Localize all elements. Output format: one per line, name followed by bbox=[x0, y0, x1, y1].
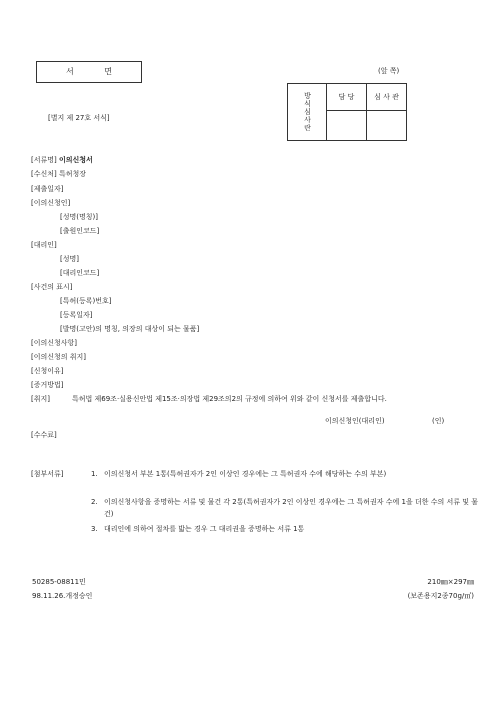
attachment-3-num: 3. bbox=[91, 525, 98, 533]
field-recipient-label: [수신처] bbox=[31, 170, 57, 178]
attachment-2-text: 이의신청사항을 증명하는 서류 및 물건 각 2통(특허권자가 2인 이상인 경우에는 그 특허권자 수에 1을 더한 수의 서류 및 물건) bbox=[104, 498, 478, 518]
field-case: [사건의 표시] bbox=[31, 283, 73, 291]
footer-size: 210㎜×297㎜ bbox=[427, 578, 474, 586]
form-title: 서 면 bbox=[66, 67, 126, 76]
field-reason: [신청이유] bbox=[31, 367, 64, 375]
field-agent-code: [대리인코드] bbox=[60, 269, 100, 277]
field-objector: [이의신청인] bbox=[31, 199, 71, 207]
attachment-2-num: 2. bbox=[91, 498, 98, 506]
page-side-note: (앞 쪽) bbox=[378, 67, 400, 75]
attachments-label: [첨부서류] bbox=[31, 470, 64, 478]
form-number-label: [별지 제 27호 서식] bbox=[48, 114, 110, 122]
field-case-reg-date: [등록일자] bbox=[60, 311, 93, 319]
attachment-3-text: 대리인에 의하여 절차를 밟는 경우 그 대리권을 증명하는 서류 1통 bbox=[104, 525, 305, 533]
field-case-invention: [발명(고안)의 명칭, 의장의 대상이 되는 물품] bbox=[60, 325, 200, 333]
field-recipient-value: 특허청장 bbox=[58, 170, 87, 178]
attachment-1-num: 1. bbox=[91, 470, 98, 478]
field-objection-purpose: [이의신청의 취지] bbox=[31, 353, 87, 361]
field-doc-name-label: [서류명] bbox=[31, 156, 57, 164]
field-submit-date: [제출일자] bbox=[31, 185, 64, 193]
approval-staff-sign-cell bbox=[327, 111, 367, 141]
field-evidence: [증거방법] bbox=[31, 381, 64, 389]
field-fee: [수수료] bbox=[31, 431, 57, 439]
approval-stamp-table bbox=[287, 83, 407, 141]
field-objection-items: [이의신청사항] bbox=[31, 339, 78, 347]
footer-paper: (보존용지2종70g/㎡) bbox=[407, 592, 474, 600]
field-agent-name: [성명] bbox=[60, 255, 79, 263]
approval-col-examiner: 심 사 관 bbox=[367, 84, 407, 111]
field-purport-label: [취지] bbox=[31, 395, 50, 403]
approval-label-cell bbox=[288, 84, 327, 141]
field-objector-code: [출원인코드] bbox=[60, 227, 100, 235]
field-objector-name: [성명(명칭)] bbox=[60, 213, 98, 221]
field-doc-name bbox=[31, 157, 93, 164]
approval-col-staff: 담 당 bbox=[327, 84, 367, 111]
footer-approval-date: 98.11.26.개정승인 bbox=[32, 592, 93, 600]
seal-mark: (인) bbox=[432, 417, 445, 425]
approval-examiner-sign-cell bbox=[367, 111, 407, 141]
field-recipient bbox=[31, 171, 86, 178]
field-case-number: [특허(등록)번호] bbox=[60, 297, 112, 305]
signature-line: 이의신청인(대리인) bbox=[325, 417, 385, 425]
field-purport-text: 특허법 제69조·실용신안법 제15조·의장법 제29조의2의 규정에 의하여 위와 같이 신청서를 제출합니다. bbox=[72, 395, 387, 403]
field-doc-name-value: 이의신청서 bbox=[58, 156, 93, 164]
field-agent: [대리인] bbox=[31, 241, 57, 249]
form-title-box bbox=[36, 61, 142, 83]
attachment-1-text: 이의신청서 부본 1통(특허권자가 2인 이상인 경우에는 그 특허권자 수에 해당하는 수의 부본) bbox=[104, 470, 387, 478]
approval-label: 방식심사란 bbox=[303, 92, 312, 132]
footer-code: 50285-08811민 bbox=[32, 578, 86, 586]
